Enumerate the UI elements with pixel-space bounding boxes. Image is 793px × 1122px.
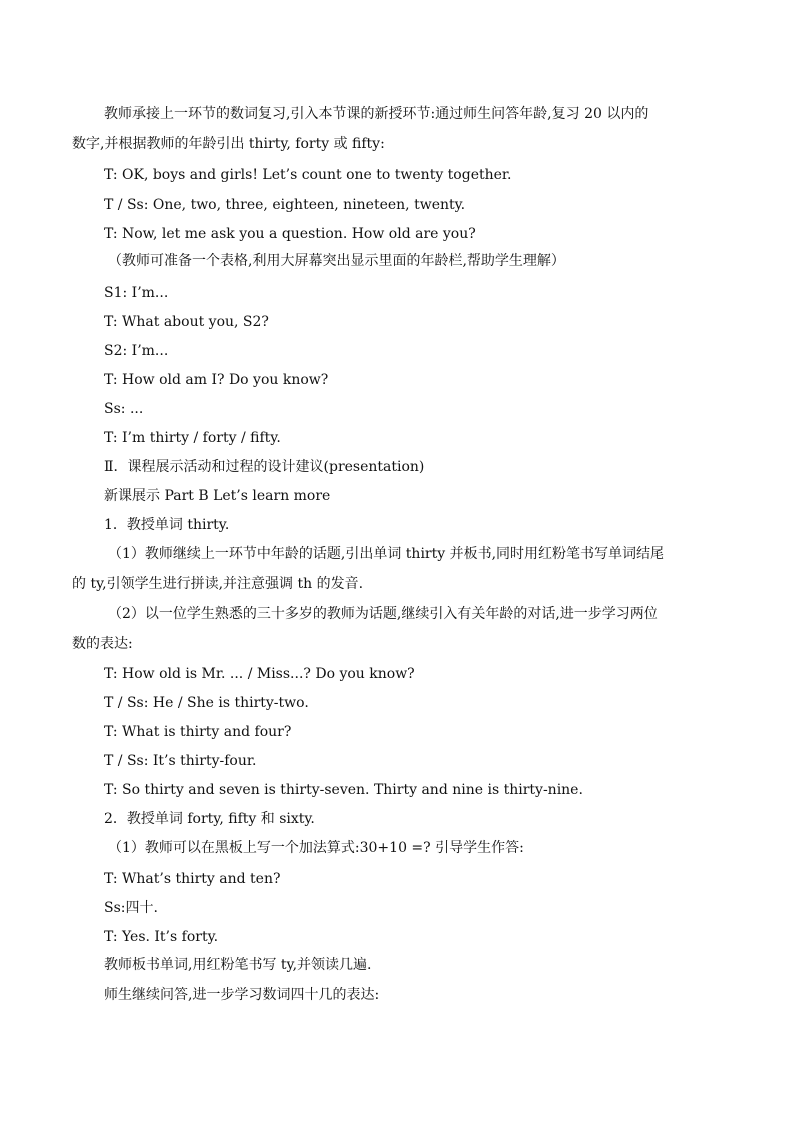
dialogue-line: T: What is thirty and four? [104, 724, 292, 740]
step-heading: 2．教授单词 forty, fifty 和 sixty. [104, 811, 315, 827]
subsection-heading: 新课展示 Part B Let’s learn more [104, 488, 331, 504]
dialogue-line: S2: I’m... [104, 343, 169, 359]
dialogue-line: T: What about you, S2? [104, 314, 269, 330]
paragraph-line: 师生继续问答,进一步学习数词四十几的表达: [104, 987, 380, 1003]
step-heading: 1．教授单词 thirty. [104, 517, 230, 533]
paragraph-line: （1）教师可以在黑板上写一个加法算式:30+10 =? 引导学生作答: [108, 840, 524, 856]
dialogue-line: T: So thirty and seven is thirty-seven. Thirty and nine is thirty-nine. [104, 782, 583, 798]
paragraph-line: 数的表达: [72, 636, 133, 652]
dialogue-line: T: I’m thirty / forty / fifty. [104, 430, 281, 446]
dialogue-line: T: What’s thirty and ten? [104, 871, 281, 887]
paragraph-line: 的 ty,引领学生进行拼读,并注意强调 th 的发音. [72, 576, 364, 592]
dialogue-line: T: How old am I? Do you know? [104, 372, 329, 388]
dialogue-line: Ss: ... [104, 401, 144, 417]
paragraph-line: 教师承接上一环节的数词复习,引入本节课的新授环节:通过师生问答年龄,复习 20 以内的 [104, 106, 649, 122]
dialogue-line: T / Ss: One, two, three, eighteen, nineteen, twenty. [104, 197, 466, 213]
paragraph-line: （1）教师继续上一环节中年龄的话题,引出单词 thirty 并板书,同时用红粉笔书写单词结尾 [108, 546, 665, 562]
dialogue-line: T / Ss: He / She is thirty-two. [104, 695, 309, 711]
dialogue-line: T / Ss: It’s thirty-four. [104, 753, 257, 769]
paragraph-line: 教师板书单词,用红粉笔书写 ty,并领读几遍. [104, 957, 372, 973]
note-line: （教师可准备一个表格,利用大屏幕突出显示里面的年龄栏,帮助学生理解） [108, 253, 565, 269]
dialogue-line: S1: I’m... [104, 285, 169, 301]
paragraph-line: 数字,并根据教师的年龄引出 thirty, forty 或 fifty: [72, 136, 385, 152]
dialogue-line: T: Yes. It’s forty. [104, 929, 219, 945]
section-heading: Ⅱ．课程展示活动和过程的设计建议(presentation) [104, 459, 425, 475]
dialogue-line: T: OK, boys and girls! Let’s count one to twenty together. [104, 167, 512, 183]
dialogue-line: T: Now, let me ask you a question. How old are you? [104, 226, 476, 242]
dialogue-line: T: How old is Mr. ... / Miss...? Do you know? [104, 666, 415, 682]
dialogue-line: Ss:四十. [104, 900, 158, 916]
paragraph-line: （2）以一位学生熟悉的三十多岁的教师为话题,继续引入有关年龄的对话,进一步学习两位 [108, 606, 658, 622]
